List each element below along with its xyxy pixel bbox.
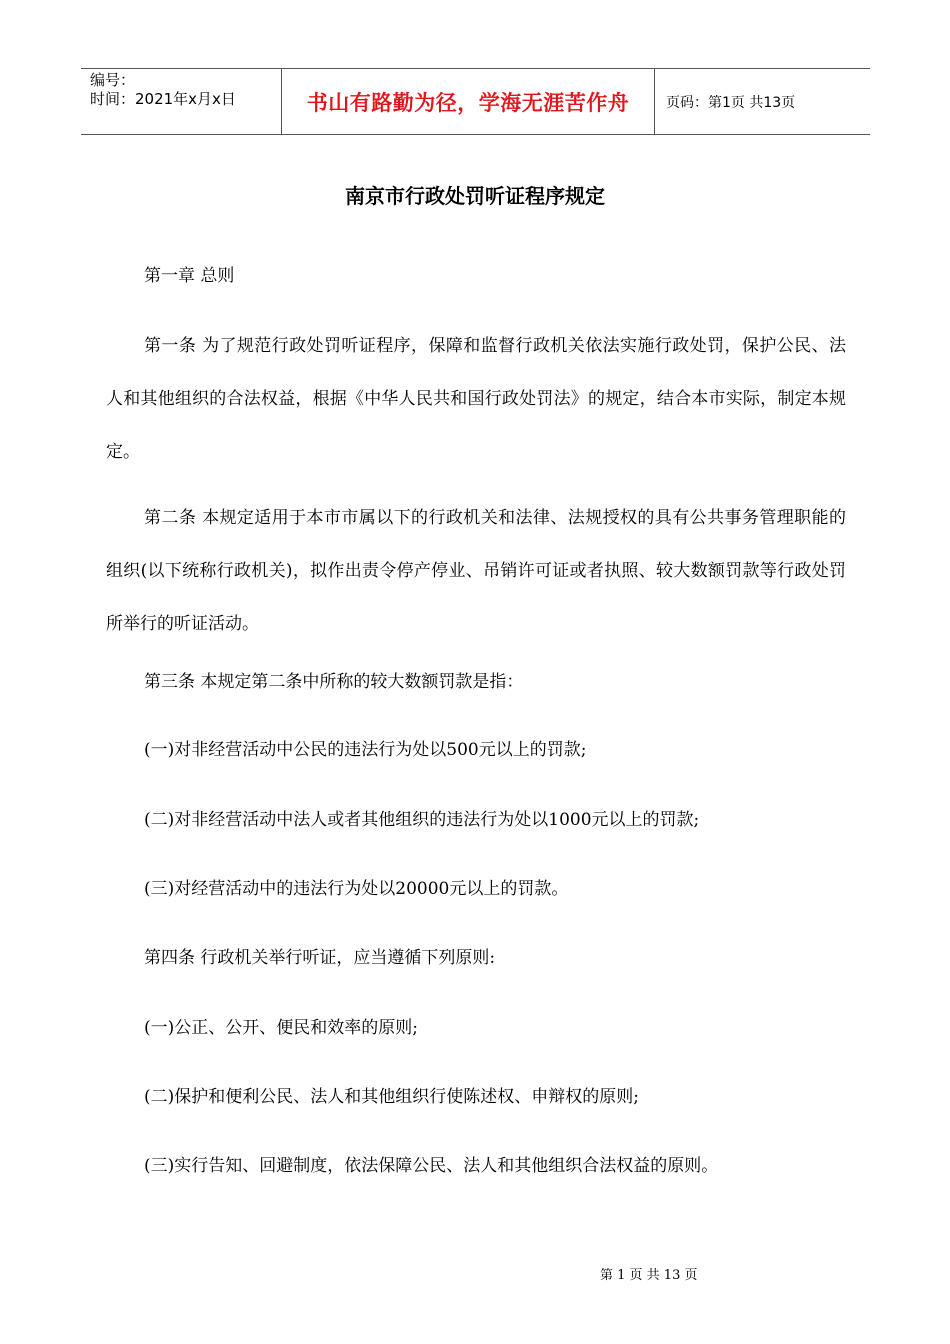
article-4-item-3: (三)实行告知、回避制度，依法保障公民、法人和其他组织合法权益的原则。: [144, 1156, 719, 1176]
page-footer: 第 1 页 共 13 页: [600, 1268, 698, 1283]
article-1: 第一条 为了规范行政处罚听证程序，保障和监督行政机关依法实施行政处罚，保护公民、法人和其他组织的合法权益，根据《中华人民共和国行政处罚法》的规定，结合本市实际，制定本规定。: [106, 336, 846, 462]
header-meta-cell: [81, 69, 282, 134]
header-motto-cell: [282, 69, 655, 134]
article-2: 第二条 本规定适用于本市市属以下的行政机关和法律、法规授权的具有公共事务管理职能的组织(以下统称行政机关)，拟作出责令停产停业、吊销许可证或者执照、较大数额罚款等行政处罚所举行的听证活动。: [106, 508, 846, 634]
header-table: [81, 68, 870, 135]
motto: 书山有路勤为径，学海无涯苦作舟: [306, 90, 630, 115]
article-3: 第三条 本规定第二条中所称的较大数额罚款是指：: [144, 672, 524, 692]
chapter-heading: 第一章 总则: [144, 266, 235, 286]
doc-number-label: 编号：: [90, 71, 136, 89]
document-title: 南京市行政处罚听证程序规定: [345, 184, 605, 208]
article-4-item-2: (二)保护和便利公民、法人和其他组织行使陈述权、申辩权的原则;: [144, 1087, 639, 1107]
article-3-item-1: (一)对非经营活动中公民的违法行为处以500元以上的罚款;: [144, 740, 587, 760]
article-3-item-2: (二)对非经营活动中法人或者其他组织的违法行为处以1000元以上的罚款;: [144, 810, 700, 830]
time-label: 时间：2021年x月x日: [90, 90, 236, 108]
article-4: 第四条 行政机关举行听证，应当遵循下列原则:: [144, 948, 496, 968]
header-page-cell: [655, 69, 870, 134]
article-4-item-1: (一)公正、公开、便民和效率的原则;: [144, 1018, 418, 1038]
page-info: 页码：第1页 共13页: [666, 94, 796, 111]
article-3-item-3: (三)对经营活动中的违法行为处以20000元以上的罚款。: [144, 879, 569, 899]
